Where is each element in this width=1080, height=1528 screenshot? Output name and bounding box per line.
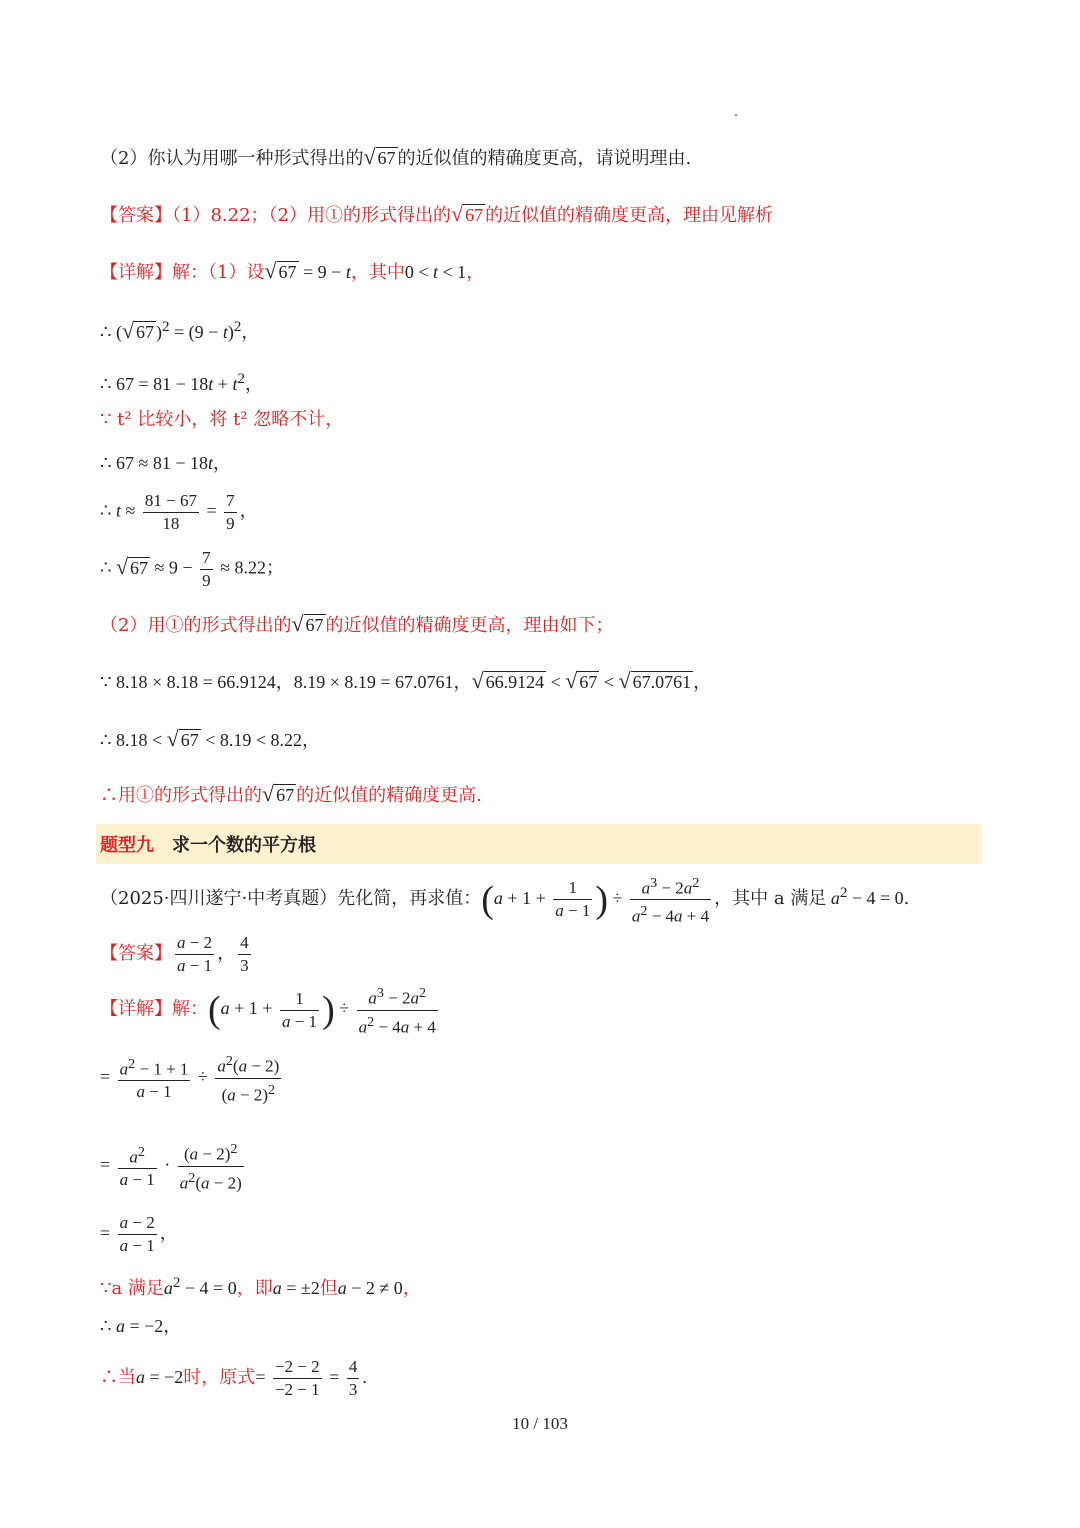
- problem-prefix: （2025·四川遂宁·中考真题）先化简，再求值：: [100, 888, 482, 909]
- cond-text-3: 但: [319, 1278, 338, 1299]
- step-products: ∵ 8.18 × 8.18 = 66.9124，8.19 × 8.19 = 67.0761，√ 66.9124 < √ 67 < √ 67.0761 ，: [100, 668, 712, 693]
- conclusion-text-b: 的近似值的精确度更高.: [296, 785, 482, 806]
- step-bounds: ∴ 8.18 < √ 67 < 8.19 < 8.22，: [100, 726, 320, 751]
- problem-suffix: ，其中 a 满足: [714, 888, 827, 909]
- detail-tag: 【详解】: [100, 262, 172, 283]
- detail2-tag: 【详解】: [100, 998, 172, 1020]
- q2-text-b: 的近似值的精确度更高，请说明理由.: [397, 148, 692, 169]
- cond-text-2: ，即: [236, 1278, 273, 1299]
- step-neglect: [100, 407, 343, 433]
- cond-text: ∵a 满足: [100, 1278, 164, 1299]
- detail-text: 解：（1）设: [172, 262, 265, 283]
- value-a: ∴ a = −2，: [100, 1316, 182, 1336]
- step-t: ∴ t ≈ $\frac{81 - 67}{18}$ = $\frac{7}{9}$ ，: [100, 491, 258, 533]
- question-2: [100, 144, 691, 172]
- step-approx: ∴ 67 ≈ 81 − 18t，: [100, 453, 231, 473]
- sqrt-67: √ 67: [363, 144, 396, 169]
- neglect-text: ∵ t² 比较小，将 t² 忽略不计，: [100, 409, 344, 430]
- page-number: 10 / 103: [512, 1414, 568, 1433]
- detail-2: 【详解】解：(a + 1 + $\frac{1}{a - 1}$ ) ÷ $\frac{a^3 - 2a^2}{a^2 - 4a + 4}$: [100, 982, 441, 1032]
- answer-2: 【答案】 $\frac{a - 2}{a - 1}$ ， $\frac{4}{3}$: [100, 933, 249, 976]
- section-title: 求一个数的平方根: [172, 835, 316, 856]
- answer-text-b: 的近似值的精确度更高，理由见解析: [485, 205, 774, 226]
- sqrt-67: √ 67: [450, 201, 484, 226]
- step2-2: = $\frac{a^2}{a - 1}$ · $\frac{(a - 2)^2}{a^2(a - 2)}$: [100, 1138, 247, 1188]
- answer-1: [100, 201, 773, 229]
- step2-3: = $\frac{a - 2}{a - 1}$ ，: [100, 1213, 178, 1256]
- answer-tag: 【答案】: [100, 205, 172, 226]
- detail-1: 【详解】解：（1）设√ 67 = 9 − t，其中0 < t < 1，: [100, 258, 485, 283]
- part2-text: （2）用①的形式得出的: [100, 615, 292, 636]
- step-square: ∴ (√ 67 )$^2 = (9 - t)^2$，: [100, 318, 260, 343]
- answer-text: （1）8.22；（2）用①的形式得出的: [172, 205, 451, 226]
- stray-dot: [735, 114, 737, 116]
- sqrt-67: √ 67: [264, 258, 297, 283]
- conclusion: [100, 781, 482, 809]
- section-number: 题型九: [100, 835, 154, 856]
- sqrt-67: √ 67: [291, 611, 324, 636]
- condition: ∵a 满足$a^2 - 4 = 0$，即a = ±2但a − 2 ≠ 0，: [100, 1275, 421, 1299]
- step-expand: ∴ $67 = 81 - 18t + t^2$，: [100, 371, 263, 394]
- answer2-tag: 【答案】: [100, 943, 172, 964]
- q2-text: （2）你认为用哪一种形式得出的: [100, 148, 364, 169]
- problem: （2025·四川遂宁·中考真题）先化简，再求值：(a + 1 + $\frac{1}{a - 1}$ ) ÷ $\frac{a^3 - 2a^2}{a^2 - 4a + 4}$ ，其中 a 满足 $a^2 - 4 = 0$.: [100, 868, 909, 918]
- when-text: ∴当: [100, 1367, 136, 1388]
- final-value: ∴当a = −2时，原式= $\frac{-2 - 2}{-2 - 1}$ = $\frac{4}{3}$ .: [100, 1357, 367, 1400]
- step2-1: = $\frac{a^2 - 1 + 1}{a - 1}$ ÷ $\frac{a^2(a - 2)}{(a - 2)^2}$: [100, 1050, 284, 1100]
- detail-text-b: ，其中: [350, 262, 405, 283]
- part2-heading: [100, 611, 614, 639]
- step-result: ∴ √ 67 ≈ 9 − $\frac{7}{9}$ ≈ 8.22；: [100, 548, 284, 590]
- sqrt-67: √ 67: [262, 781, 295, 806]
- detail2-label: 解：: [172, 998, 208, 1020]
- when-text-2: 时，原式: [183, 1367, 256, 1388]
- part2-text-b: 的近似值的精确度更高，理由如下；: [325, 615, 614, 636]
- section-header: [96, 824, 982, 864]
- conclusion-text: ∴用①的形式得出的: [100, 785, 262, 806]
